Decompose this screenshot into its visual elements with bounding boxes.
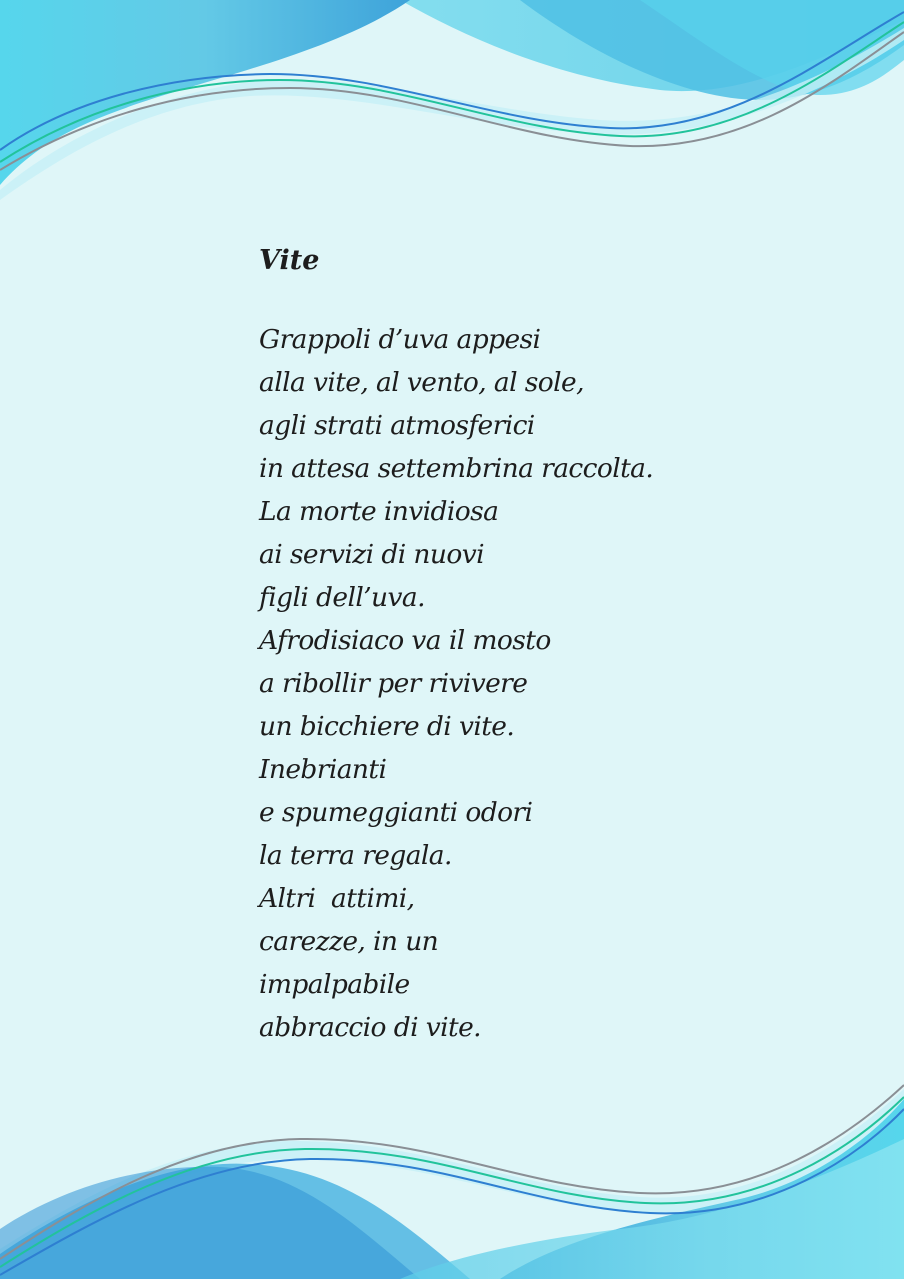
poem-line: Altri attimi, (259, 883, 415, 914)
poem-line: figli dell’uva. (259, 582, 425, 613)
poem-line: Grappoli d’uva appesi (259, 324, 541, 355)
poem-line: la terra regala. (259, 840, 452, 871)
poem-line: impalpabile (259, 969, 410, 1000)
poem (259, 236, 859, 1049)
poem-title: Vite (259, 245, 320, 276)
poem-line: e spumeggianti odori (259, 797, 533, 828)
top-wave-decoration (0, 0, 904, 200)
poem-lines (259, 318, 859, 1049)
poem-line: ai servizi di nuovi (259, 539, 484, 570)
bottom-wave-decoration (0, 1079, 904, 1279)
poem-line: Inebrianti (259, 754, 387, 785)
poem-line: carezze, in un (259, 926, 439, 957)
poem-line: a ribollir per rivivere (259, 668, 528, 699)
poem-line: alla vite, al vento, al sole, (259, 367, 584, 398)
poem-line: agli strati atmosferici (259, 410, 535, 441)
poem-line: un bicchiere di vite. (259, 711, 515, 742)
poem-line: abbraccio di vite. (259, 1012, 481, 1043)
poem-line: in attesa settembrina raccolta. (259, 453, 654, 484)
poem-line: La morte invidiosa (259, 496, 499, 527)
poem-line: Afrodisiaco va il mosto (259, 625, 551, 656)
